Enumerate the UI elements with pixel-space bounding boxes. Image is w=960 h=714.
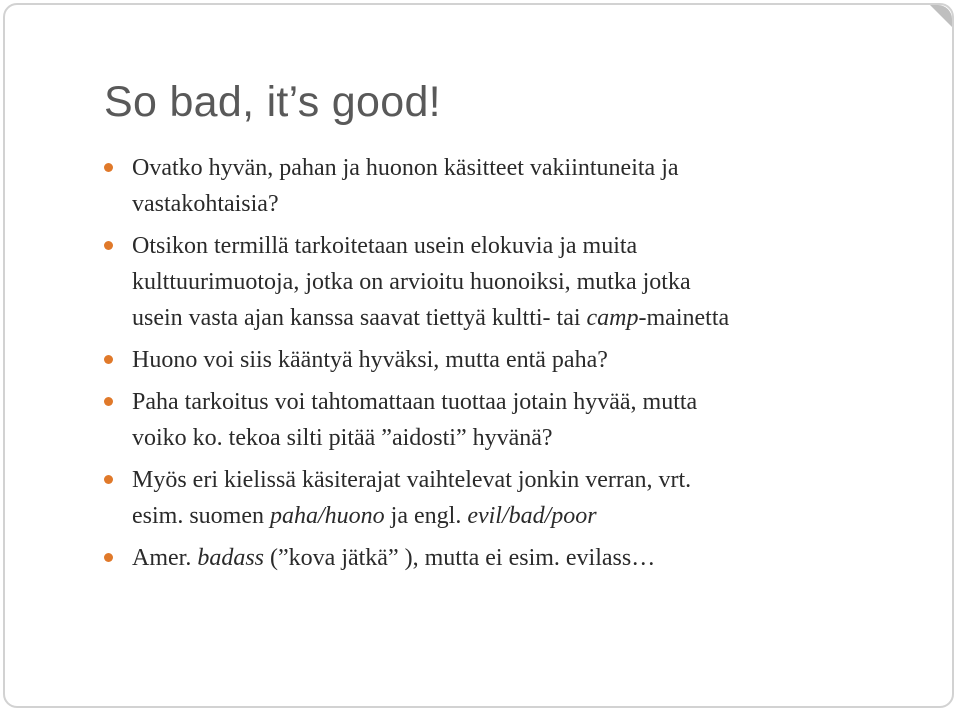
bullet-item [104,342,884,378]
bullet-text: Myös eri kielissä käsiterajat vaihtelevat jonkin verran, vrt. [132,467,692,493]
bullet-list [104,150,884,582]
bullet-dot-icon [104,397,113,406]
bullet-text-line [132,462,884,498]
bullet-text-line [132,264,884,300]
bullet-text: Otsikon termillä tarkoitetaan usein elokuvia ja muita [132,233,638,259]
bullet-text: (”kova jätkä” ), mutta ei esim. evilass… [264,545,656,571]
bullet-text: vastakohtaisia? [132,191,279,217]
bullet-text: -mainetta [638,305,730,331]
bullet-text-line [132,498,884,534]
slide-title: So bad, it’s good! [104,78,441,126]
italic-term: evil/bad/poor [467,503,597,529]
bullet-text: Paha tarkoitus voi tahtomattaan tuottaa jotain hyvää, mutta [132,389,698,415]
bullet-text-line [132,186,884,222]
bullet-text-line [132,342,884,378]
bullet-dot-icon [104,241,113,250]
bullet-text-line [132,228,884,264]
bullet-text: kulttuurimuotoja, jotka on arvioitu huonoiksi, mutka jotka [132,269,691,295]
bullet-item [104,462,884,534]
bullet-text: usein vasta ajan kanssa saavat tiettyä kultti- tai [132,305,587,331]
bullet-text: ja engl. [384,503,468,529]
bullet-text: Huono voi siis kääntyä hyväksi, mutta entä paha? [132,347,608,373]
bullet-dot-icon [104,475,113,484]
bullet-text: esim. suomen [132,503,270,529]
bullet-text: voiko ko. tekoa silti pitää ”aidosti” hyvänä? [132,425,553,451]
bullet-text-line [132,150,884,186]
italic-term: paha/huono [270,503,385,529]
bullet-item [104,228,884,336]
bullet-text-line [132,540,884,576]
italic-term: badass [197,545,265,571]
bullet-text: Amer. [132,545,198,571]
bullet-item [104,540,884,576]
bullet-dot-icon [104,553,113,562]
bullet-dot-icon [104,163,113,172]
bullet-text-line [132,384,884,420]
italic-term: camp [586,305,639,331]
bullet-item [104,150,884,222]
bullet-text-line [132,420,884,456]
bullet-text-line [132,300,884,336]
bullet-item [104,384,884,456]
bullet-dot-icon [104,355,113,364]
corner-accent [930,5,952,27]
bullet-text: Ovatko hyvän, pahan ja huonon käsitteet vakiintuneita ja [132,155,679,181]
